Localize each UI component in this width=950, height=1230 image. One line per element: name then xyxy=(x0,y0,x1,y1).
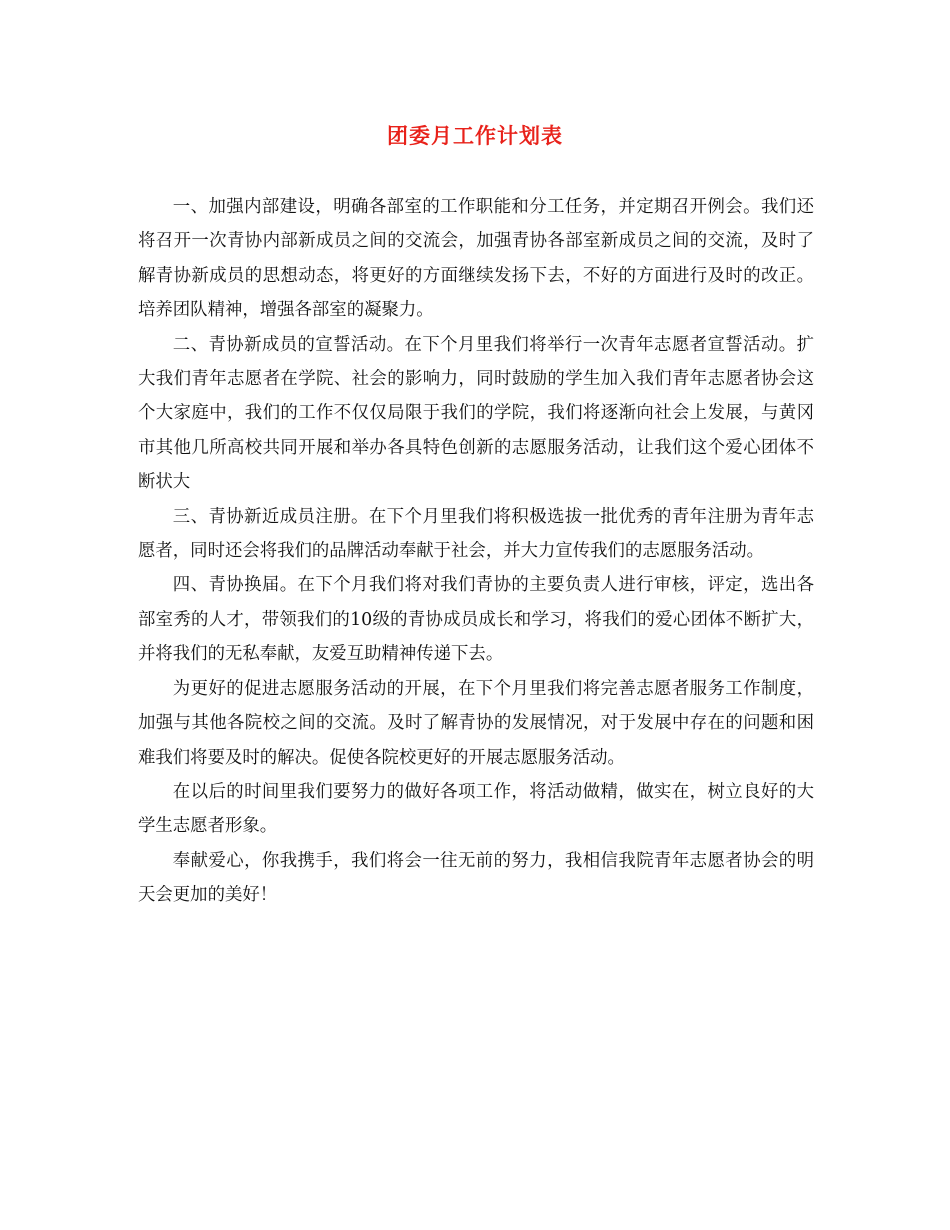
paragraph-2: 二、青协新成员的宣誓活动。在下个月里我们将举行一次青年志愿者宣誓活动。扩大我们青年志愿者在学院、社会的影响力，同时鼓励的学生加入我们青年志愿者协会这个大家庭中，我们的工作不仅仅局限于我们的学院，我们将逐渐向社会上发展，与黄冈市其他几所高校共同开展和举办各具特色创新的志愿服务活动，让我们这个爱心团体不断状大 xyxy=(138,334,814,493)
document-title: 团委月工作计划表 xyxy=(387,123,563,148)
paragraph-5: 为更好的促进志愿服务活动的开展，在下个月里我们将完善志愿者服务工作制度，加强与其他各院校之间的交流。及时了解青协的发展情况，对于发展中存在的问题和困难我们将要及时的解决。促使各院校更好的开展志愿服务活动。 xyxy=(138,678,814,768)
paragraph-3: 三、青协新近成员注册。在下个月里我们将积极选拔一批优秀的青年注册为青年志愿者，同时还会将我们的品牌活动奉献于社会，并大力宣传我们的志愿服务活动。 xyxy=(138,506,814,562)
paragraph-4: 四、青协换届。在下个月我们将对我们青协的主要负责人进行审核，评定，选出各部室秀的人才，带领我们的10级的青协成员成长和学习，将我们的爱心团体不断扩大，并将我们的无私奉献，友爱互助精神传递下去。 xyxy=(138,575,814,665)
document-body xyxy=(138,190,814,913)
paragraph-6: 在以后的时间里我们要努力的做好各项工作，将活动做精，做实在，树立良好的大学生志愿者形象。 xyxy=(138,781,814,837)
paragraph-7: 奉献爱心，你我携手，我们将会一往无前的努力，我相信我院青年志愿者协会的明天会更加的美好！ xyxy=(138,850,814,906)
paragraph-1: 一、加强内部建设，明确各部室的工作职能和分工任务，并定期召开例会。我们还将召开一次青协内部新成员之间的交流会，加强青协各部室新成员之间的交流，及时了解青协新成员的思想动态，将更好的方面继续发扬下去，不好的方面进行及时的改正。培养团队精神，增强各部室的凝聚力。 xyxy=(138,197,814,321)
